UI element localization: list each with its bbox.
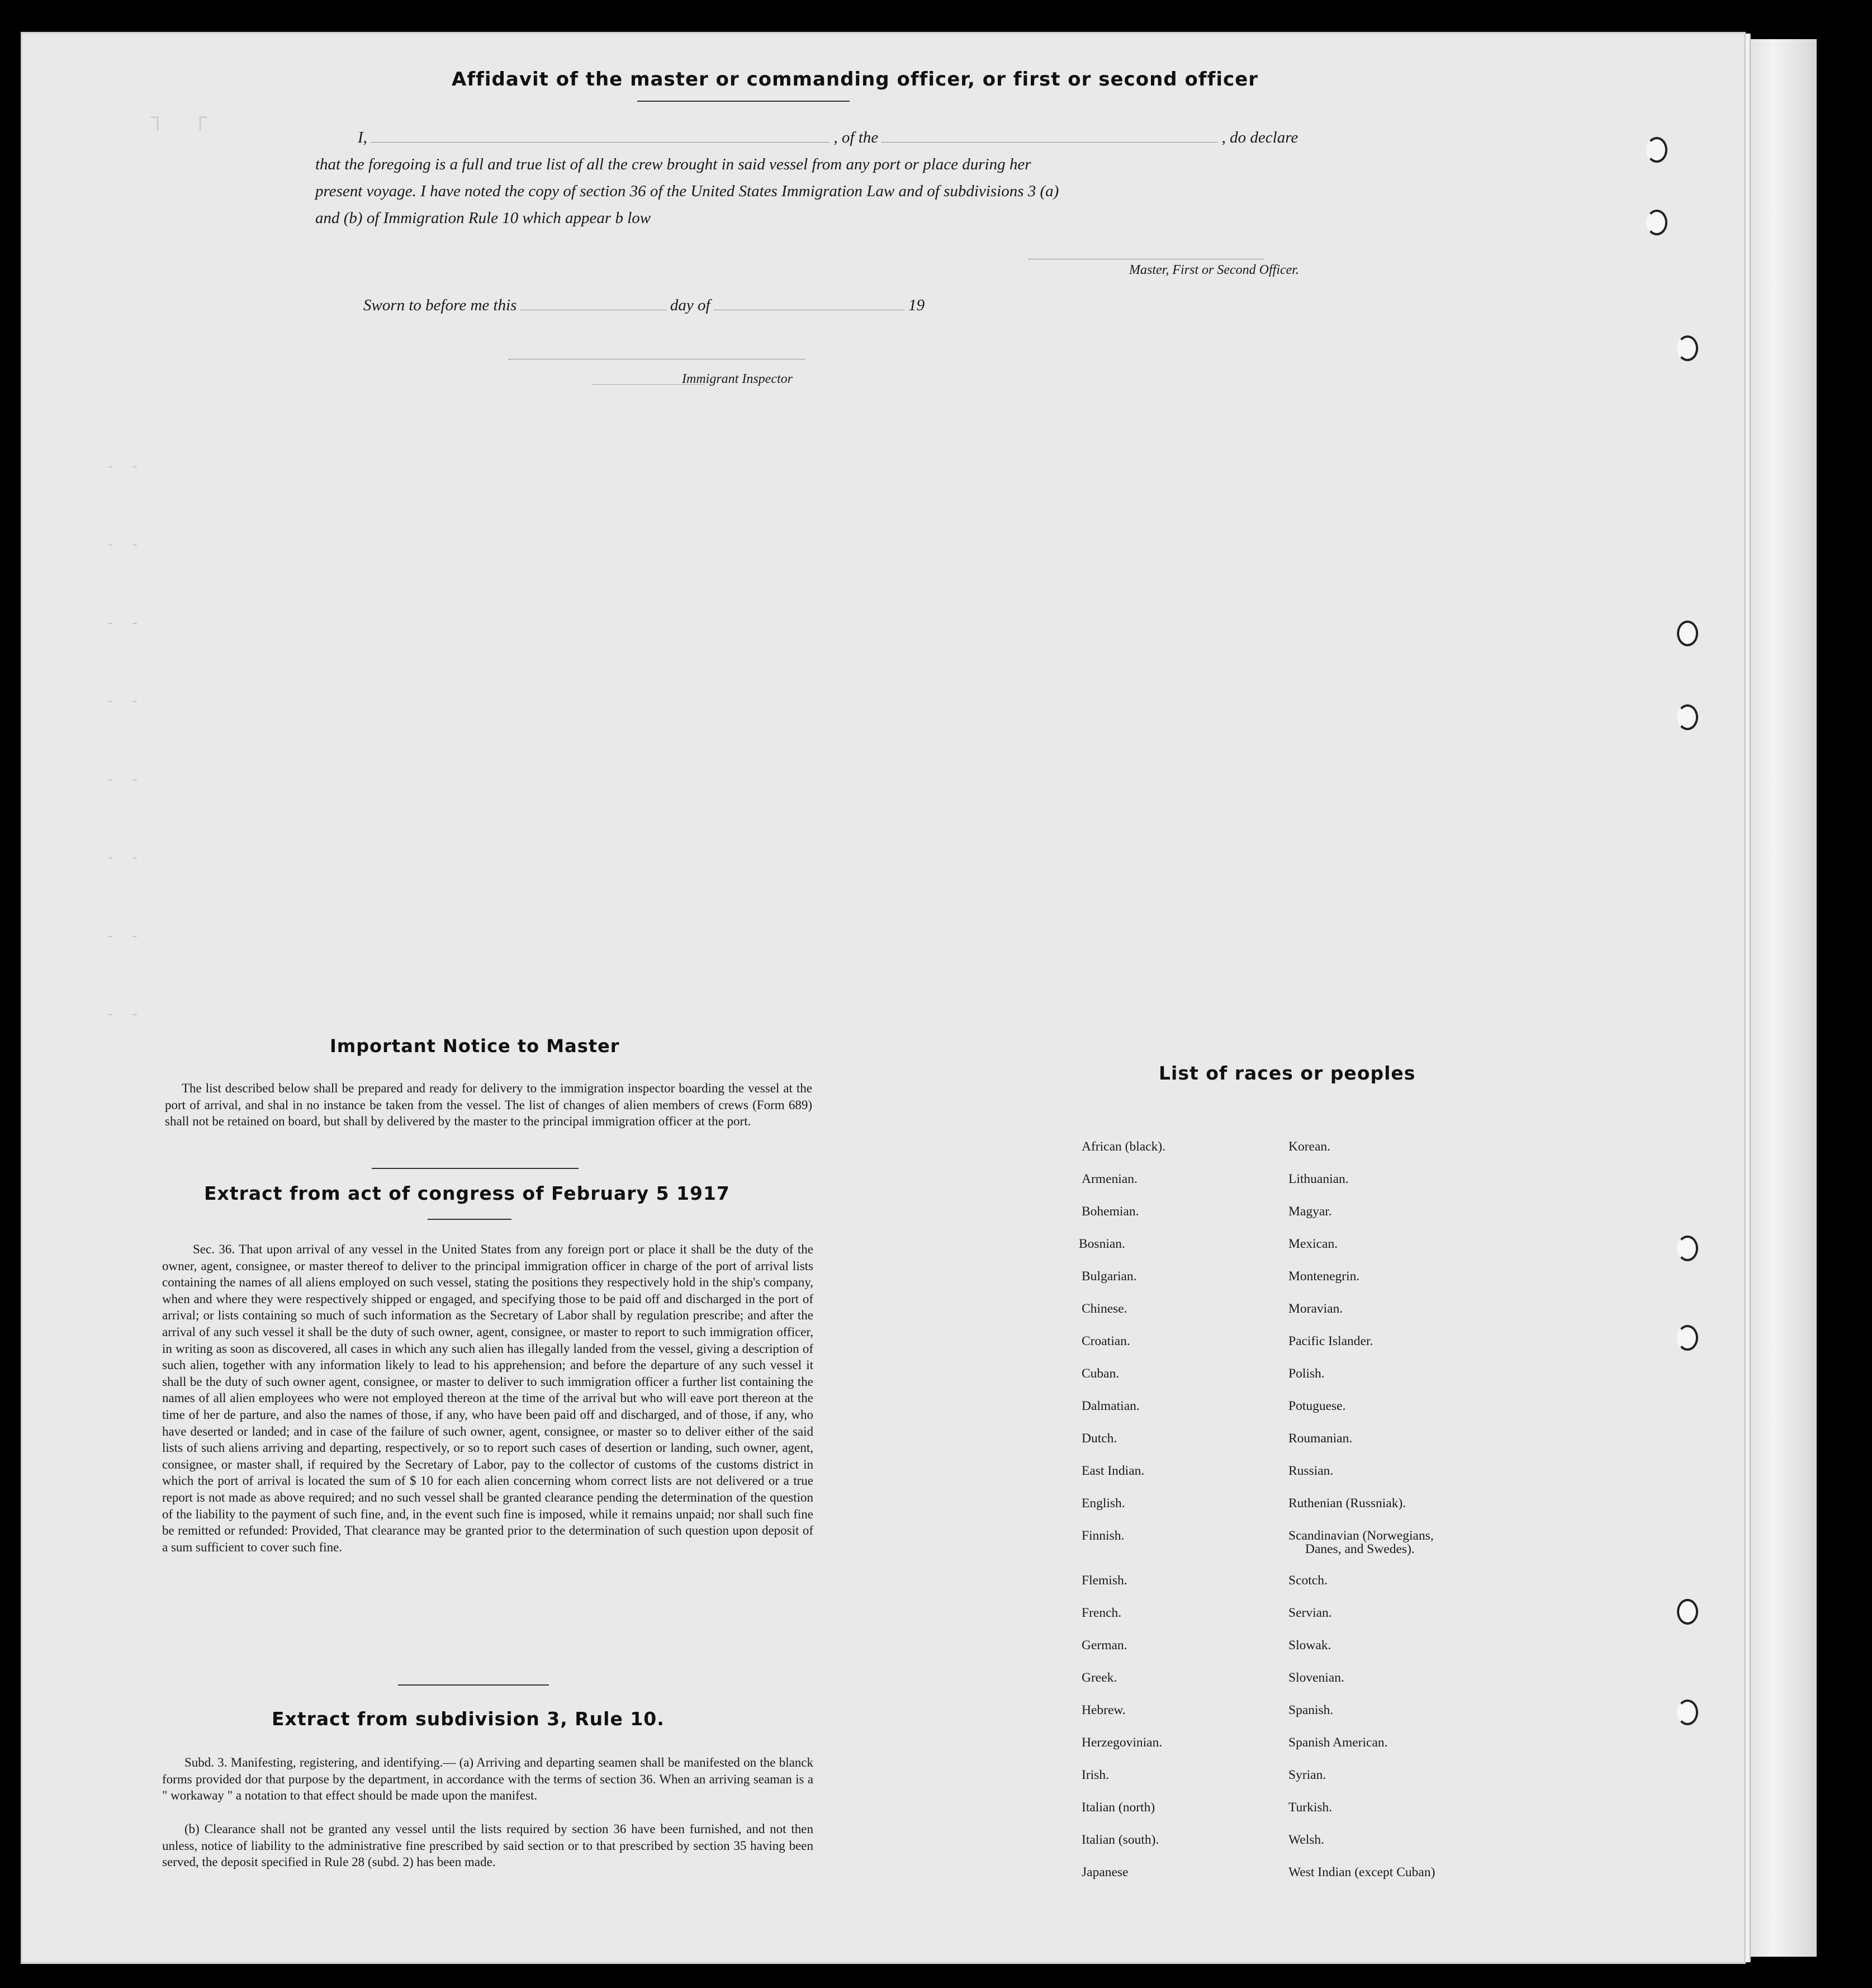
race-left-item: African (black). (1082, 1139, 1166, 1154)
page-edge (1744, 39, 1817, 1957)
race-right-item: Spanish. (1288, 1703, 1334, 1717)
binder-hole (1677, 1325, 1698, 1351)
race-right-item: Slowak. (1288, 1638, 1331, 1653)
bleed-through-row: - - (106, 771, 143, 788)
binder-hole (1646, 137, 1667, 163)
act-extract-text: Sec. 36. That upon arrival of any vessel in the United States from any foreign port or place it shall be the duty of the owner, agent, consignee, or master thereof to deliver to the principal immigration officer in charge of the port of arrival lists containing the names of all aliens employed on such vessel, stating the positions they respectively hold in the ship's company, when and where they were respectively shipped or engaged, and specifying those to be paid off and discharged in the port of arrival; or lists containing so much of such information as the Secretary of Labor shall by regulation prescribe; and after the arrival of any such vessel it shall be the duty of such owner, agent, consignee, or master to report to such immigration officer, in writing as soon as discovered, all cases in which any such alien has illegally landed from the vessel, giving a description of such alien, together with any information likely to lead to his apprehension; and before the departure of any such vessel it shall be the duty of such owner agent, consignee, or master to deliver to such immigration officer a further list containing the names of all alien employees who were not employed thereon at the time of the arrival but who will eave port thereon at the time of her de parture, and also the names of those, if any, who have been paid off and discharged, and of those, if any, who have deserted or landed; and in case of the failure of such owner, agent, consignee, or master so to deliver either of the said lists of such aliens arriving and departing, respectively, or so to report such cases of desertion or landing, such owner, agent, consignee, or master shall, if required by the Secretary of Labor, pay to the collector of customs of the customs district in which the port of arrival is located the sum of $ 10 for each alien concerning whom correct lists are not delivered or a true report is not made as above required; and no such vessel shall be granted clearance pending the determination of the question of the liability to the payment of such fine, and, in the event such fine is imposed, while it remains unpaid; nor shall such fine be remitted or refunded: Provided, That clearance may be granted prior to the determination of such question upon deposit of a sum sufficient to cover such fine. (162, 1242, 813, 1554)
binder-hole (1677, 704, 1698, 730)
act-extract-rule (428, 1219, 511, 1220)
document-page (22, 34, 1744, 1962)
race-left-item: Finnish. (1082, 1528, 1125, 1543)
race-left-item: Italian (north) (1082, 1800, 1155, 1815)
race-left-item: German. (1082, 1638, 1127, 1653)
bleed-through-row: - - (106, 1006, 143, 1023)
notice-text: The list described below shall be prepared and ready for delivery to the immigration inspector boarding the vessel at the port of arrival, and shal in no instance be taken from the vessel. The list of changes of alien members of crews (Form 689) shall not be retained on board, but shall by delivered by the master to the principal immigration officer at the port. (165, 1081, 812, 1129)
race-right-item: Russian. (1288, 1464, 1334, 1478)
race-right-item: Welsh. (1288, 1833, 1325, 1847)
race-left-item: Chinese. (1082, 1301, 1127, 1316)
race-left-item: Italian (south). (1082, 1833, 1159, 1847)
race-right-item: Roumanian. (1288, 1431, 1353, 1446)
race-left-item: Bosnian. (1079, 1237, 1125, 1251)
race-left-item: Bohemian. (1082, 1204, 1139, 1219)
race-right-item: Spanish American. (1288, 1735, 1388, 1750)
race-left-item: Bulgarian. (1082, 1269, 1137, 1284)
affidavit-line-3: present voyage. I have noted the copy of section 36 of the United States Immigration Law and of subdivisions 3 (a) (315, 182, 1059, 200)
affidavit-title: Affidavit of the master or commanding officer, or first or second officer (452, 68, 1259, 91)
race-right-item: Scotch. (1288, 1573, 1328, 1588)
race-left-item: Cuban. (1082, 1366, 1120, 1381)
affidavit-i-label: I, (358, 129, 367, 146)
sworn-month-field[interactable] (714, 296, 904, 310)
sworn-day-field[interactable] (521, 296, 666, 310)
sworn-line (363, 292, 925, 319)
bleed-through-row: - - (106, 850, 143, 867)
bleed-through-row: - - (106, 615, 143, 632)
race-right-item: Korean. (1288, 1139, 1331, 1154)
race-right-item-continued: Danes, and Swedes). (1305, 1542, 1415, 1556)
rule-extract-para-a: Subd. 3. Manifesting, registering, and identifying.— (a) Arriving and departing seamen shall be manifested on the blanck forms provided dor that purpose by the department, in accordance with the terms of section 36. When an arriving seaman is a " workaway " a notation to that effect should be made upon the manifest. (162, 1755, 813, 1803)
race-right-item: Polish. (1288, 1366, 1325, 1381)
race-right-item: Pacific Islander. (1288, 1334, 1373, 1348)
affidavit-line-2: that the foregoing is a full and true list of all the crew brought in said vessel from any port or place during her (315, 155, 1031, 173)
race-right-item: Turkish. (1288, 1800, 1333, 1815)
notice-rule (372, 1168, 579, 1169)
master-signature-label: Master, First or Second Officer. (1129, 263, 1299, 277)
race-left-item: Armenian. (1082, 1172, 1138, 1186)
race-left-item: English. (1082, 1496, 1125, 1511)
act-extract-end-rule (398, 1684, 549, 1686)
race-right-item: Scandinavian (Norwegians, (1288, 1528, 1434, 1543)
race-right-item: Moravian. (1288, 1301, 1343, 1316)
sworn-day-label: day of (670, 296, 710, 314)
binder-hole (1646, 210, 1667, 235)
race-right-item: Syrian. (1288, 1768, 1326, 1782)
race-right-item: Magyar. (1288, 1204, 1332, 1219)
race-left-item: Flemish. (1082, 1573, 1127, 1588)
race-left-item: Croatian. (1082, 1334, 1130, 1348)
bleed-through-row: - - (106, 537, 143, 553)
race-right-item: Potuguese. (1288, 1399, 1346, 1413)
affidavit-line-1 (358, 124, 1298, 151)
affidavit-title-rule (637, 101, 850, 102)
bleed-through-row: - - (106, 693, 143, 710)
name-field[interactable] (371, 129, 830, 143)
binder-hole (1677, 1700, 1698, 1725)
act-extract-title: Extract from act of congress of February 5 1917 (204, 1182, 730, 1204)
notice-title: Important Notice to Master (330, 1035, 620, 1057)
race-right-item: Slovenian. (1288, 1670, 1344, 1685)
race-left-item: Dalmatian. (1082, 1399, 1140, 1413)
binder-hole (1677, 1236, 1698, 1261)
rule-extract-para-b: (b) Clearance shall not be granted any vessel until the lists required by section 36 have been furnished, and not then unless, notice of liability to the administrative fine prescribed by said section or to that prescribed by section 35 having been served, the deposit specified in Rule 28 (subd. 2) has been made. (162, 1822, 813, 1869)
race-left-item: Hebrew. (1082, 1703, 1126, 1717)
inspector-label: Immigrant Inspector (682, 372, 793, 386)
rule-extract-title: Extract from subdivision 3, Rule 10. (272, 1708, 665, 1730)
race-right-item: Mexican. (1288, 1237, 1338, 1251)
affidavit-line-4: and (b) of Immigration Rule 10 which appear b low (315, 209, 651, 227)
binder-hole (1677, 1599, 1698, 1625)
race-left-item: East Indian. (1082, 1464, 1145, 1478)
race-left-item: Dutch. (1082, 1431, 1117, 1446)
race-right-item: Servian. (1288, 1606, 1332, 1620)
race-right-item: Lithuanian. (1288, 1172, 1349, 1186)
bleed-through-row: - - (106, 458, 143, 475)
binder-hole (1677, 335, 1698, 361)
bleed-through-title: ┐ ┌ (151, 106, 215, 131)
race-left-item: Japanese (1082, 1865, 1129, 1880)
vessel-field[interactable] (882, 129, 1217, 143)
race-left-item: Greek. (1082, 1670, 1117, 1685)
race-right-item: Ruthenian (Russniak). (1288, 1496, 1406, 1511)
race-right-item: Montenegrin. (1288, 1269, 1360, 1284)
sworn-year-label: 19 (908, 296, 925, 314)
binder-hole (1677, 621, 1698, 646)
race-left-item: French. (1082, 1606, 1122, 1620)
race-right-item: West Indian (except Cuban) (1288, 1865, 1435, 1880)
race-left-item: Herzegovinian. (1082, 1735, 1163, 1750)
sworn-prefix: Sworn to before me this (363, 296, 517, 314)
affidavit-of-the-label: , of the (833, 129, 879, 146)
race-left-item: Irish. (1082, 1768, 1109, 1782)
affidavit-declare-label: , do declare (1221, 129, 1298, 146)
bleed-through-row: - - (106, 928, 143, 945)
races-title: List of races or peoples (1159, 1062, 1416, 1084)
